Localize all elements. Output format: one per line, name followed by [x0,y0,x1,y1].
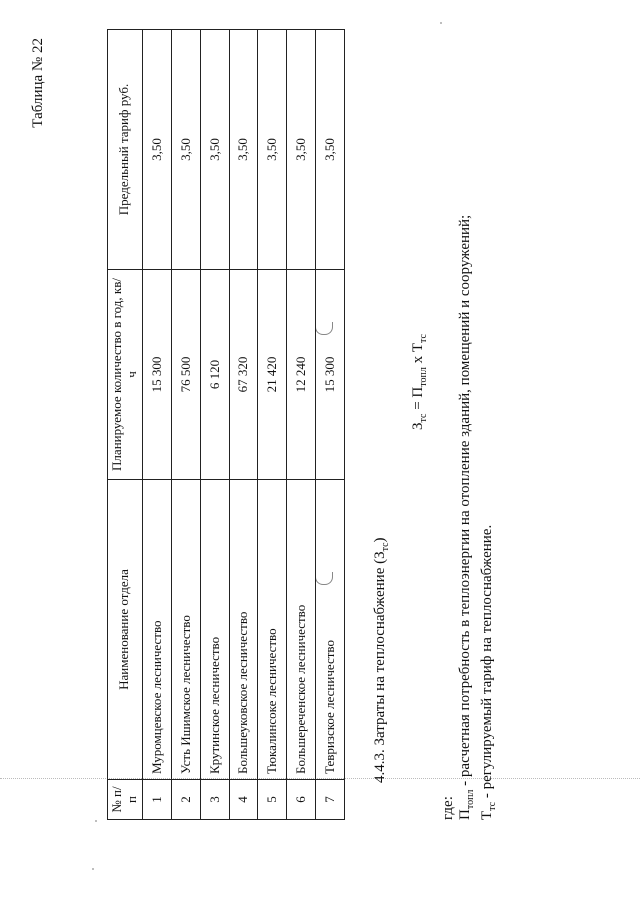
formula-times: х Т [410,342,426,368]
department-name: Крутинское лесничество [200,480,229,780]
formula-lhs: З [410,422,426,430]
table-row [229,30,258,820]
row-number: 1 [142,780,171,820]
department-name: Тевризское лесничество [316,480,345,780]
row-number: 3 [200,780,229,820]
section-heading-text: 4.4.3. Затраты на теплоснабжение (З [372,551,388,783]
section-heading [372,537,391,783]
table-row [258,30,287,820]
table-row [171,30,200,820]
department-name: Большереченское лесничество [287,480,316,780]
formula-p-subscript: топл [418,367,429,387]
section-heading-close: ) [372,537,388,543]
tariff-value: 3,50 [142,30,171,270]
formula-equals: = П [410,386,426,414]
tariff-value: 3,50 [171,30,200,270]
table-header-row [108,30,143,820]
department-name: Большеуковское лесничество [229,480,258,780]
definitions-intro: где: [440,796,456,820]
planned-quantity: 12 240 [287,270,316,480]
definition-t-symbol: Т [479,810,495,820]
planned-quantity: 15 300 [142,270,171,480]
definition-t [479,215,501,820]
formula-t-subscript: тс [418,334,429,343]
formula-lhs-subscript: тс [418,413,429,423]
table-row [316,30,345,820]
table-row [142,30,171,820]
row-number: 6 [287,780,316,820]
planned-quantity: 76 500 [171,270,200,480]
row-number: 7 [316,780,345,820]
row-number: 2 [171,780,200,820]
row-number: 5 [258,780,287,820]
tariff-value: 3,50 [316,30,345,270]
definition-p-symbol: П [457,809,473,820]
planned-quantity: 21 420 [258,270,287,480]
header-cell: № п/п [108,780,143,820]
row-number: 4 [229,780,258,820]
tariff-value: 3,50 [287,30,316,270]
definition-p-subscript: топл [465,789,476,810]
header-cell: Наименование отдела [108,480,143,780]
header-cell: Предельный тариф руб. [108,30,143,270]
header-cell: Планируемое количество в год, кв/ч [108,270,143,480]
definition-p-text: - расчетная потребность в теплоэнергии на отопление зданий, помещений и сооружений; [457,214,473,790]
department-name: Усть Ишимское лесничество [171,480,200,780]
definition-t-text: - регулируемый тариф на теплоснабжение. [479,524,495,802]
tariff-value: 3,50 [258,30,287,270]
planned-quantity: 67 320 [229,270,258,480]
section-heading-subscript: тс [380,542,391,552]
table-row [200,30,229,820]
definition-t-subscript: тс [487,801,498,811]
department-name: Тюкалинсоке лесничество [258,480,287,780]
cost-formula [410,334,429,430]
definition-p [457,215,479,820]
table-caption: Таблица № 22 [30,38,46,128]
tariff-table [107,29,345,820]
planned-quantity: 15 300 [316,270,345,480]
table-row [287,30,316,820]
tariff-value: 3,50 [229,30,258,270]
tariff-value: 3,50 [200,30,229,270]
planned-quantity: 6 120 [200,270,229,480]
department-name: Муромцевское лесничество [142,480,171,780]
definitions-block [440,215,501,820]
